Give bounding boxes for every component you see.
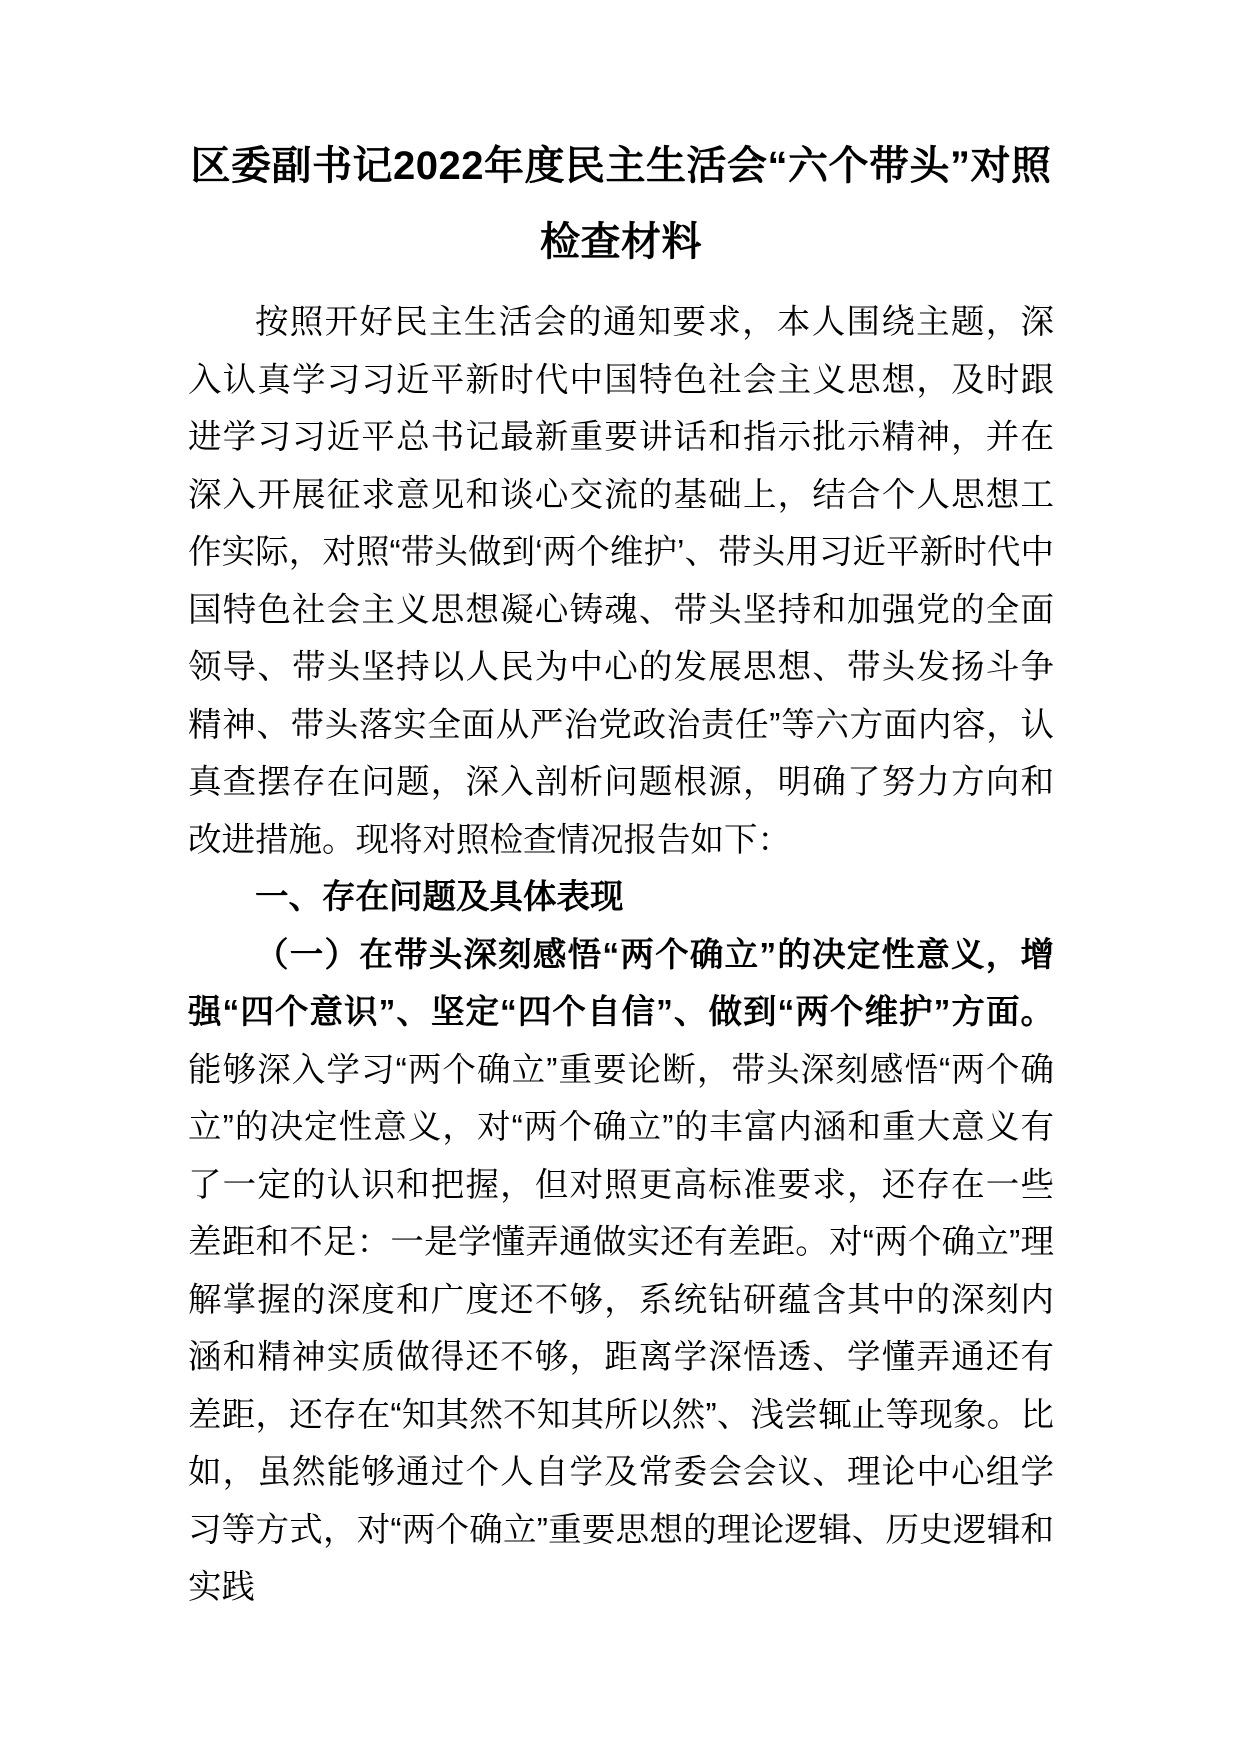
- document-title: 区委副书记2022年度民主生活会“六个带头”对照检查材料: [190, 144, 1052, 264]
- subsection-1-body-text: 能够深入学习“两个确立”重要论断，带头深刻感悟“两个确立”的决定性意义，对“两个确立”的丰富内涵和重大意义有了一定的认识和把握，但对照更高标准要求，还存在一些差距和不足：一是学懂弄通做实还有差距。对“两个确立”理解掌握的深度和广度还不够，系统钻研蕴含其中的深刻内涵和精神实质做得还不够，距离学深悟透、学懂弄通还有差距，还存在“知其然不知其所以然”、浅尝辄止等现象。比如，虽然能够通过个人自学及常委会会议、理论中心组学习等方式，对“两个确立”重要思想的理论逻辑、历史逻辑和实践: [188, 1051, 1054, 1606]
- subsection-1-paragraph: [188, 927, 1054, 1617]
- section-heading-1: 一、存在问题及具体表现: [255, 879, 624, 916]
- intro-paragraph: 按照开好民主生活会的通知要求，本人围绕主题，深入认真学习习近平新时代中国特色社会主义思想，及时跟进学习习近平总书记最新重要讲话和指示批示精神，并在深入开展征求意见和谈心交流的基础上，结合个人思想工作实际，对照“带头做到‘两个维护’、带头用习近平新时代中国特色社会主义思想凝心铸魂、带头坚持和加强党的全面领导、带头坚持以人民为中心的发展思想、带头发扬斗争精神、带头落实全面从严治党政治责任”等六方面内容，认真查摆存在问题，深入剖析问题根源，明确了努力方向和改进措施。现将对照检查情况报告如下：: [188, 304, 1054, 859]
- subsection-1-bold-lead: （一）在带头深刻感悟“两个确立”的决定性意义，增强“四个意识”、坚定“四个自信”、做到“两个维护”方面。: [188, 936, 1054, 1031]
- document-content: [188, 128, 1054, 1617]
